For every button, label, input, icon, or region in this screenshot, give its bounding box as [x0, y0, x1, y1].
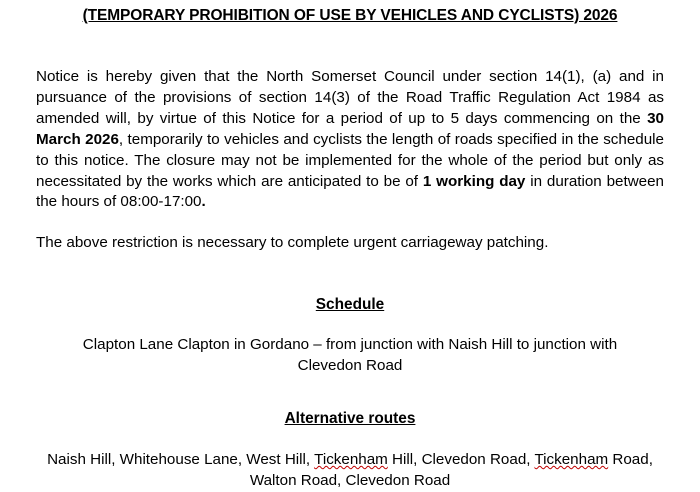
page-title: (TEMPORARY PROHIBITION OF USE BY VEHICLES AND CYCLISTS) 2026 [82, 7, 618, 24]
notice-duration: 1 working day [422, 172, 526, 190]
alt-route-part-3: Road, Walton Road, Clevedon Road [249, 450, 653, 489]
alternative-routes-heading: Alternative routes [284, 409, 416, 427]
notice-text-part-1: Notice is hereby given that the North Somerset Council under section 14(1), (a) and in pursuance of the provisions of section 14(3) of the Road Traffic Regulation Act 1984 as amended will, by virtue of this Notice for a period of up to 5 days commencing on the [36, 68, 664, 128]
notice-text-part-3: in duration between the hours of 08:00-17:00 [36, 172, 665, 211]
notice-text-part-2: , temporarily to vehicles and cyclists the length of roads specified in the schedule to this notice. The closure may not be implemented for the whole of the period but only as necessitated by the works which are anticipated to be of [36, 130, 664, 190]
notice-text-period: . [201, 193, 206, 211]
schedule-heading: Schedule [315, 296, 385, 313]
alt-route-squiggle-2: Tickenham [534, 450, 609, 468]
alternative-routes-text [36, 450, 664, 492]
restriction-reason-paragraph: The above restriction is necessary to complete urgent carriageway patching. [36, 234, 549, 252]
alt-route-squiggle-1: Tickenham [314, 450, 388, 468]
alt-route-part-2: Hill, Clevedon Road, [387, 450, 535, 468]
schedule-road-text: Clapton Lane Clapton in Gordano – from junction with Naish Hill to junction with Clevedon Road [82, 336, 618, 374]
notice-commencement-date: 30 March 2026 [36, 110, 664, 148]
document-page [0, 6, 700, 489]
alt-route-part-1: Naish Hill, Whitehouse Lane, West Hill, [47, 450, 315, 468]
notice-paragraph [36, 67, 664, 213]
